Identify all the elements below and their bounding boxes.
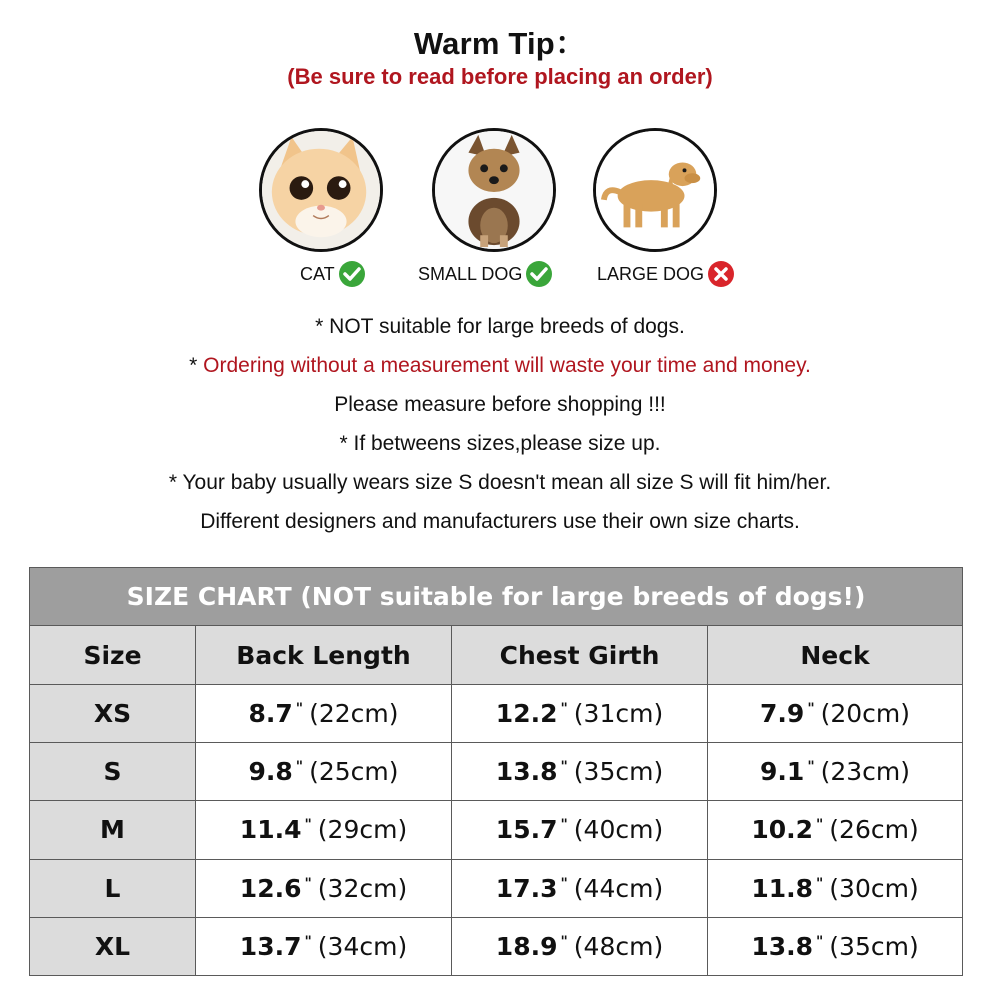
back-length-inches: 12.6 xyxy=(239,873,302,903)
column-header-size: Size xyxy=(30,626,196,685)
chest-girth-cell xyxy=(452,801,708,859)
chest-girth-centimeters: (44cm) xyxy=(573,873,664,903)
table-row xyxy=(30,743,963,801)
inch-mark: " xyxy=(560,701,568,718)
small-dog-illustration xyxy=(435,131,553,249)
back-length-cell xyxy=(196,917,452,975)
table-row xyxy=(30,685,963,743)
neck-cell xyxy=(708,859,963,917)
inch-mark: " xyxy=(807,759,815,776)
back-length-centimeters: (29cm) xyxy=(317,815,408,845)
cat-label xyxy=(300,258,366,290)
back-length-centimeters: (34cm) xyxy=(317,931,408,961)
back-length-inches: 13.7 xyxy=(239,931,302,961)
neck-centimeters: (35cm) xyxy=(829,931,919,961)
neck-inches: 13.8 xyxy=(751,931,813,961)
note-line: * NOT suitable for large breeds of dogs. xyxy=(315,315,685,338)
inch-mark: " xyxy=(560,817,568,834)
chest-girth-centimeters: (40cm) xyxy=(573,815,664,845)
inch-mark: " xyxy=(304,875,312,892)
back-length-cell xyxy=(196,743,452,801)
chest-girth-inches: 18.9 xyxy=(495,931,558,961)
note-line: * If betweens sizes,please size up. xyxy=(339,432,661,455)
table-row xyxy=(30,859,963,917)
large-dog-label xyxy=(597,258,735,290)
cat-label-text: CAT xyxy=(300,263,335,284)
page-title: Warm Tip： xyxy=(413,26,587,61)
back-length-centimeters: (22cm) xyxy=(309,699,399,729)
notes-block xyxy=(0,312,1000,546)
cat-photo xyxy=(259,128,383,252)
size-label-cell: XL xyxy=(30,917,196,975)
inch-mark: " xyxy=(560,759,568,776)
cat-illustration xyxy=(262,131,380,249)
neck-inches: 9.1 xyxy=(760,757,805,787)
note-line: Different designers and manufacturers use their own size charts. xyxy=(200,510,800,533)
note-line: Please measure before shopping !!! xyxy=(334,393,666,416)
chest-girth-cell xyxy=(452,859,708,917)
chest-girth-centimeters: (48cm) xyxy=(573,931,664,961)
neck-inches: 11.8 xyxy=(751,873,813,903)
neck-cell xyxy=(708,917,963,975)
chest-girth-centimeters: (35cm) xyxy=(573,757,664,787)
inch-mark: " xyxy=(295,701,304,718)
column-header-back-length: Back Length xyxy=(196,626,452,685)
note-line-warning xyxy=(0,351,1000,390)
inch-mark: " xyxy=(560,875,568,892)
neck-centimeters: (23cm) xyxy=(820,757,911,787)
neck-cell xyxy=(708,801,963,859)
size-label-cell: XS xyxy=(30,685,196,743)
back-length-cell xyxy=(196,685,452,743)
back-length-centimeters: (32cm) xyxy=(317,873,408,903)
chest-girth-centimeters: (31cm) xyxy=(573,699,664,729)
table-row xyxy=(30,801,963,859)
chest-girth-inches: 13.8 xyxy=(495,757,558,787)
table-row xyxy=(30,917,963,975)
neck-cell xyxy=(708,685,963,743)
inch-mark: " xyxy=(295,759,304,776)
column-header-chest-girth: Chest Girth xyxy=(452,626,708,685)
chest-girth-inches: 12.2 xyxy=(495,699,558,729)
inch-mark: " xyxy=(816,875,824,892)
back-length-inches: 8.7 xyxy=(248,699,293,729)
inch-mark: " xyxy=(304,817,312,834)
check-icon xyxy=(338,260,366,288)
inch-mark: " xyxy=(816,817,824,834)
size-label-cell: M xyxy=(30,801,196,859)
chest-girth-cell xyxy=(452,743,708,801)
size-chart-body xyxy=(30,685,963,976)
large-dog-label-text: LARGE DOG xyxy=(597,263,705,284)
small-dog-label xyxy=(418,258,553,290)
neck-inches: 10.2 xyxy=(751,815,813,845)
size-label-cell: S xyxy=(30,743,196,801)
large-dog-photo xyxy=(593,128,717,252)
size-chart-title: SIZE CHART (NOT suitable for large breeds of dogs!) xyxy=(30,568,963,626)
back-length-inches: 11.4 xyxy=(239,815,302,845)
large-dog-illustration xyxy=(596,131,714,249)
size-label-cell: L xyxy=(30,859,196,917)
inch-mark: " xyxy=(304,933,312,950)
back-length-centimeters: (25cm) xyxy=(309,757,399,787)
neck-centimeters: (26cm) xyxy=(829,815,919,845)
chest-girth-cell xyxy=(452,685,708,743)
note-line: * Your baby usually wears size S doesn't mean all size S will fit him/her. xyxy=(168,471,832,494)
note-star: * xyxy=(189,354,198,377)
check-icon xyxy=(525,260,553,288)
neck-cell xyxy=(708,743,963,801)
neck-centimeters: (30cm) xyxy=(829,873,919,903)
back-length-cell xyxy=(196,801,452,859)
cross-icon xyxy=(707,260,735,288)
chest-girth-cell xyxy=(452,917,708,975)
page-subtitle: (Be sure to read before placing an order) xyxy=(287,64,713,89)
inch-mark: " xyxy=(807,701,815,718)
note-warning-text: Ordering without a measurement will waste your time and money. xyxy=(203,354,811,377)
size-chart-table xyxy=(29,567,963,976)
neck-inches: 7.9 xyxy=(760,699,805,729)
small-dog-label-text: SMALL DOG xyxy=(418,263,523,284)
neck-centimeters: (20cm) xyxy=(820,699,911,729)
inch-mark: " xyxy=(560,933,568,950)
inch-mark: " xyxy=(816,933,824,950)
back-length-inches: 9.8 xyxy=(248,757,293,787)
back-length-cell xyxy=(196,859,452,917)
chest-girth-inches: 17.3 xyxy=(495,873,558,903)
column-header-neck: Neck xyxy=(708,626,963,685)
small-dog-photo xyxy=(432,128,556,252)
chest-girth-inches: 15.7 xyxy=(495,815,558,845)
